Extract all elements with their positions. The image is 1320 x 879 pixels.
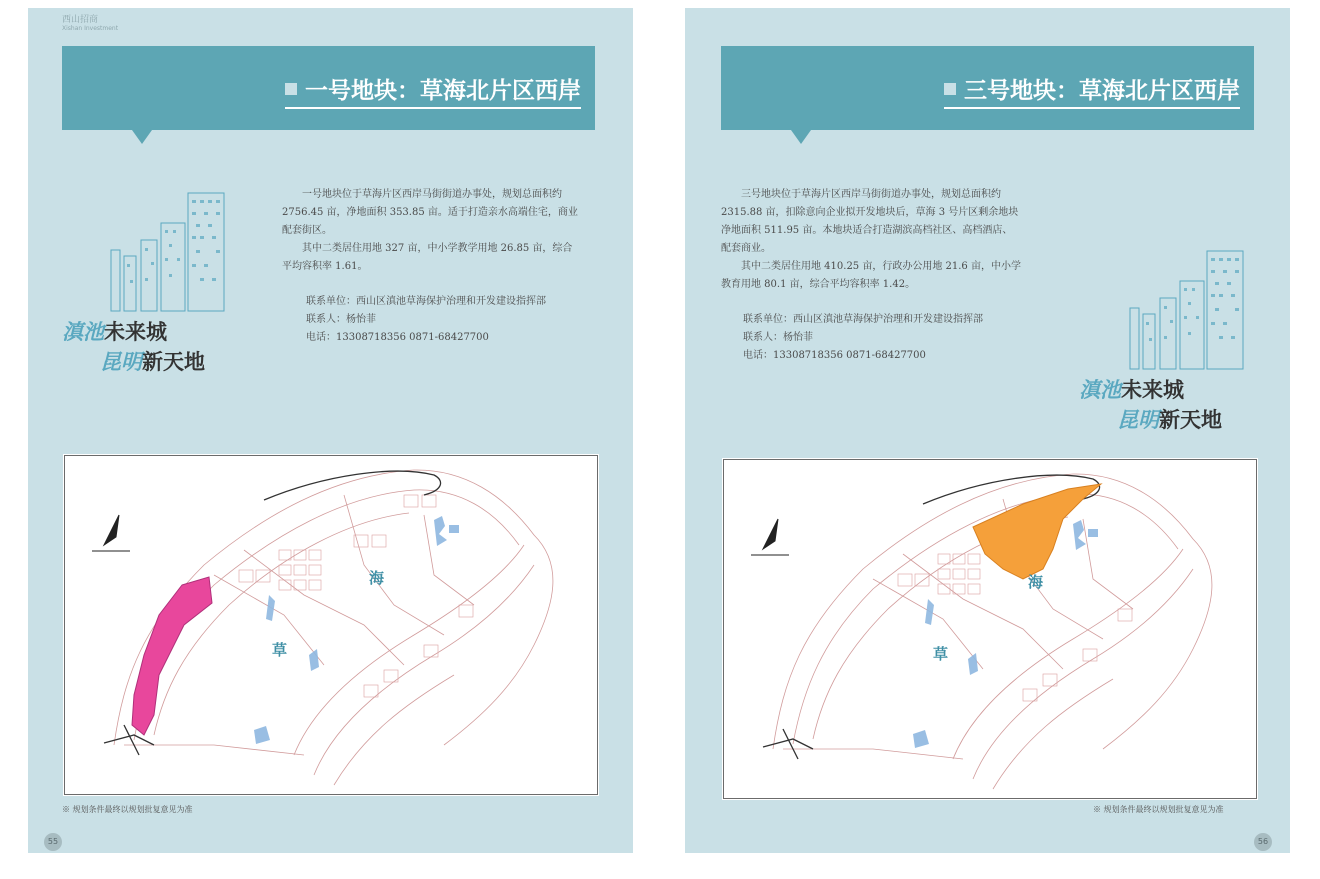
slogan-kunming: 昆明 bbox=[1117, 407, 1159, 432]
page-number: 56 bbox=[1254, 833, 1272, 851]
banner-pointer bbox=[132, 130, 152, 144]
page-title-text: 三号地块：草海北片区西岸 bbox=[964, 78, 1240, 104]
slogan-weilaicheng: 未来城 bbox=[1121, 377, 1184, 402]
map-drawing bbox=[723, 459, 1257, 799]
contact-phone: 电话：13308718356 0871-68427700 bbox=[306, 332, 489, 343]
plot-map bbox=[722, 458, 1258, 800]
plot-map bbox=[63, 454, 599, 796]
square-icon bbox=[285, 83, 297, 95]
north-arrow-icon bbox=[751, 519, 789, 555]
description bbox=[282, 186, 582, 276]
contact-unit: 联系单位：西山区滇池草海保护治理和开发建设指挥部 bbox=[306, 296, 546, 307]
description-paragraph-1: 三号地块位于草海片区西岸马街街道办事处，规划总面积约 2315.88 亩，扣除意向企业拟开发地块后，草海 3 号片区剩余地块净地面积 511.95 亩。本地块适合打造湖滨高档社区、高档酒店、配套商业。 bbox=[721, 189, 1019, 254]
description-paragraph-2: 其中二类居住用地 327 亩，中小学教学用地 26.85 亩，综合平均容积率 1.61。 bbox=[282, 243, 573, 272]
right-page bbox=[685, 8, 1290, 853]
contact-info bbox=[743, 311, 983, 365]
slogan bbox=[62, 316, 205, 376]
slogan-xintiandi: 新天地 bbox=[1159, 407, 1222, 432]
square-icon bbox=[944, 83, 956, 95]
map-label-hai: 海 bbox=[1028, 573, 1044, 591]
contact-phone: 电话：13308718356 0871-68427700 bbox=[743, 350, 926, 361]
description-paragraph-2: 其中二类居住用地 410.25 亩，行政办公用地 21.6 亩，中小学教育用地 80.1 亩，综合平均容积率 1.42。 bbox=[721, 261, 1021, 290]
brand bbox=[62, 12, 118, 32]
map-label-hai: 海 bbox=[369, 569, 385, 587]
contact-person: 联系人：杨怡菲 bbox=[306, 314, 376, 325]
slogan-dianchi: 滇池 bbox=[62, 319, 104, 344]
north-arrow-icon bbox=[92, 515, 130, 551]
planning-note: ※ 规划条件最终以规划批复意见为准 bbox=[62, 805, 193, 814]
plot-highlight bbox=[132, 577, 212, 735]
page-number: 55 bbox=[44, 833, 62, 851]
description bbox=[721, 186, 1021, 294]
banner-pointer bbox=[791, 130, 811, 144]
page-title bbox=[285, 72, 581, 109]
map-label-cao: 草 bbox=[272, 641, 288, 659]
slogan bbox=[1079, 374, 1222, 434]
slogan-weilaicheng: 未来城 bbox=[104, 319, 167, 344]
title-banner bbox=[721, 46, 1254, 130]
description-paragraph-1: 一号地块位于草海片区西岸马街街道办事处，规划总面积约 2756.45 亩，净地面积 353.85 亩。适于打造亲水高端住宅，商业配套街区。 bbox=[282, 189, 578, 236]
contact-info bbox=[306, 293, 546, 347]
page-title-text: 一号地块：草海北片区西岸 bbox=[305, 78, 581, 104]
map-drawing bbox=[64, 455, 598, 795]
map-label-cao: 草 bbox=[933, 645, 949, 663]
slogan-xintiandi: 新天地 bbox=[142, 349, 205, 374]
planning-note: ※ 规划条件最终以规划批复意见为准 bbox=[1093, 805, 1224, 814]
contact-unit: 联系单位：西山区滇池草海保护治理和开发建设指挥部 bbox=[743, 314, 983, 325]
title-banner bbox=[62, 46, 595, 130]
left-page bbox=[28, 8, 633, 853]
contact-person: 联系人：杨怡菲 bbox=[743, 332, 813, 343]
skyline-illustration bbox=[1125, 246, 1255, 376]
brand-en: Xishan Investment bbox=[62, 25, 119, 32]
brand-cn: 西山招商 bbox=[62, 15, 99, 25]
skyline-illustration bbox=[106, 188, 236, 318]
page-title bbox=[944, 72, 1240, 109]
slogan-dianchi: 滇池 bbox=[1079, 377, 1121, 402]
slogan-kunming: 昆明 bbox=[100, 349, 142, 374]
